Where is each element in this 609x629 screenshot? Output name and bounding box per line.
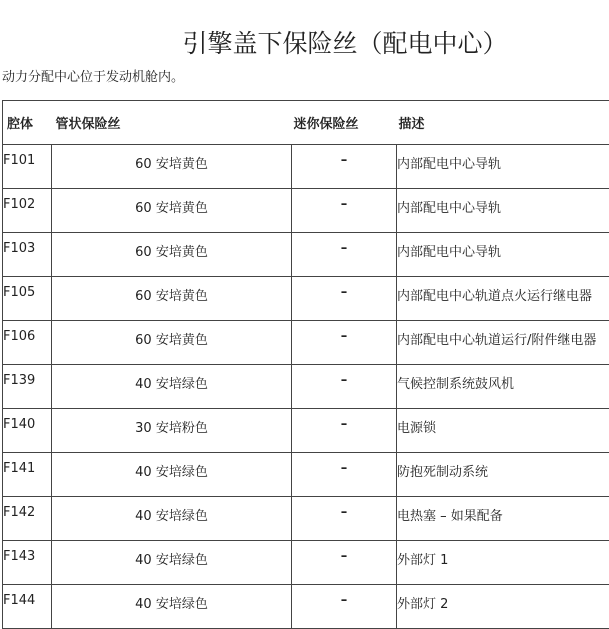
cell-cartridge-fuse: 60 安培黄色	[52, 145, 292, 189]
cell-mini-fuse: –	[292, 321, 397, 365]
table-row	[3, 541, 609, 585]
cell-cavity: F144	[3, 585, 52, 629]
cell-cartridge-fuse: 60 安培黄色	[52, 321, 292, 365]
cell-cartridge-fuse: 40 安培绿色	[52, 541, 292, 585]
table-row	[3, 453, 609, 497]
cell-cavity: F143	[3, 541, 52, 585]
cell-cavity: F102	[3, 189, 52, 233]
header-cavity: 腔体	[3, 101, 52, 145]
cell-mini-fuse: –	[292, 585, 397, 629]
cell-cartridge-fuse: 40 安培绿色	[52, 585, 292, 629]
cell-mini-fuse: –	[292, 233, 397, 277]
cell-cavity: F106	[3, 321, 52, 365]
cell-cartridge-fuse: 40 安培绿色	[52, 365, 292, 409]
table-row	[3, 233, 609, 277]
table-row	[3, 585, 609, 629]
cell-cavity: F101	[3, 145, 52, 189]
cell-cartridge-fuse: 60 安培黄色	[52, 189, 292, 233]
cell-mini-fuse: –	[292, 277, 397, 321]
cell-mini-fuse: –	[292, 497, 397, 541]
table-row	[3, 365, 609, 409]
table-header-row	[3, 101, 609, 145]
cell-mini-fuse: –	[292, 453, 397, 497]
table-row	[3, 145, 609, 189]
cell-cartridge-fuse: 40 安培绿色	[52, 453, 292, 497]
table-row	[3, 497, 609, 541]
cell-mini-fuse: –	[292, 365, 397, 409]
intro-text: 动力分配中心位于发动机舱内。	[2, 66, 184, 85]
cell-description: 防抱死制动系统	[397, 453, 609, 497]
cell-cavity: F140	[3, 409, 52, 453]
cell-cavity: F105	[3, 277, 52, 321]
cell-description: 内部配电中心导轨	[397, 233, 609, 277]
cell-description: 气候控制系统鼓风机	[397, 365, 609, 409]
cell-description: 内部配电中心轨道点火运行继电器	[397, 277, 609, 321]
fuse-table	[2, 100, 609, 629]
cell-cartridge-fuse: 40 安培绿色	[52, 497, 292, 541]
cell-cartridge-fuse: 60 安培黄色	[52, 233, 292, 277]
cell-description: 电源锁	[397, 409, 609, 453]
page-title: 引擎盖下保险丝（配电中心）	[0, 24, 609, 60]
cell-mini-fuse: –	[292, 409, 397, 453]
cell-description: 外部灯 2	[397, 585, 609, 629]
header-description: 描述	[397, 101, 609, 145]
cell-description: 内部配电中心导轨	[397, 189, 609, 233]
cell-cavity: F103	[3, 233, 52, 277]
cell-description: 外部灯 1	[397, 541, 609, 585]
cell-cavity: F142	[3, 497, 52, 541]
table-row	[3, 277, 609, 321]
cell-cavity: F141	[3, 453, 52, 497]
table-row	[3, 409, 609, 453]
cell-mini-fuse: –	[292, 189, 397, 233]
header-mini-fuse: 迷你保险丝	[292, 101, 397, 145]
cell-description: 内部配电中心轨道运行/附件继电器	[397, 321, 609, 365]
cell-description: 内部配电中心导轨	[397, 145, 609, 189]
cell-mini-fuse: –	[292, 145, 397, 189]
cell-mini-fuse: –	[292, 541, 397, 585]
cell-cartridge-fuse: 30 安培粉色	[52, 409, 292, 453]
cell-cavity: F139	[3, 365, 52, 409]
cell-cartridge-fuse: 60 安培黄色	[52, 277, 292, 321]
table-row	[3, 321, 609, 365]
table-row	[3, 189, 609, 233]
header-cartridge-fuse: 管状保险丝	[52, 101, 292, 145]
cell-description: 电热塞 – 如果配备	[397, 497, 609, 541]
